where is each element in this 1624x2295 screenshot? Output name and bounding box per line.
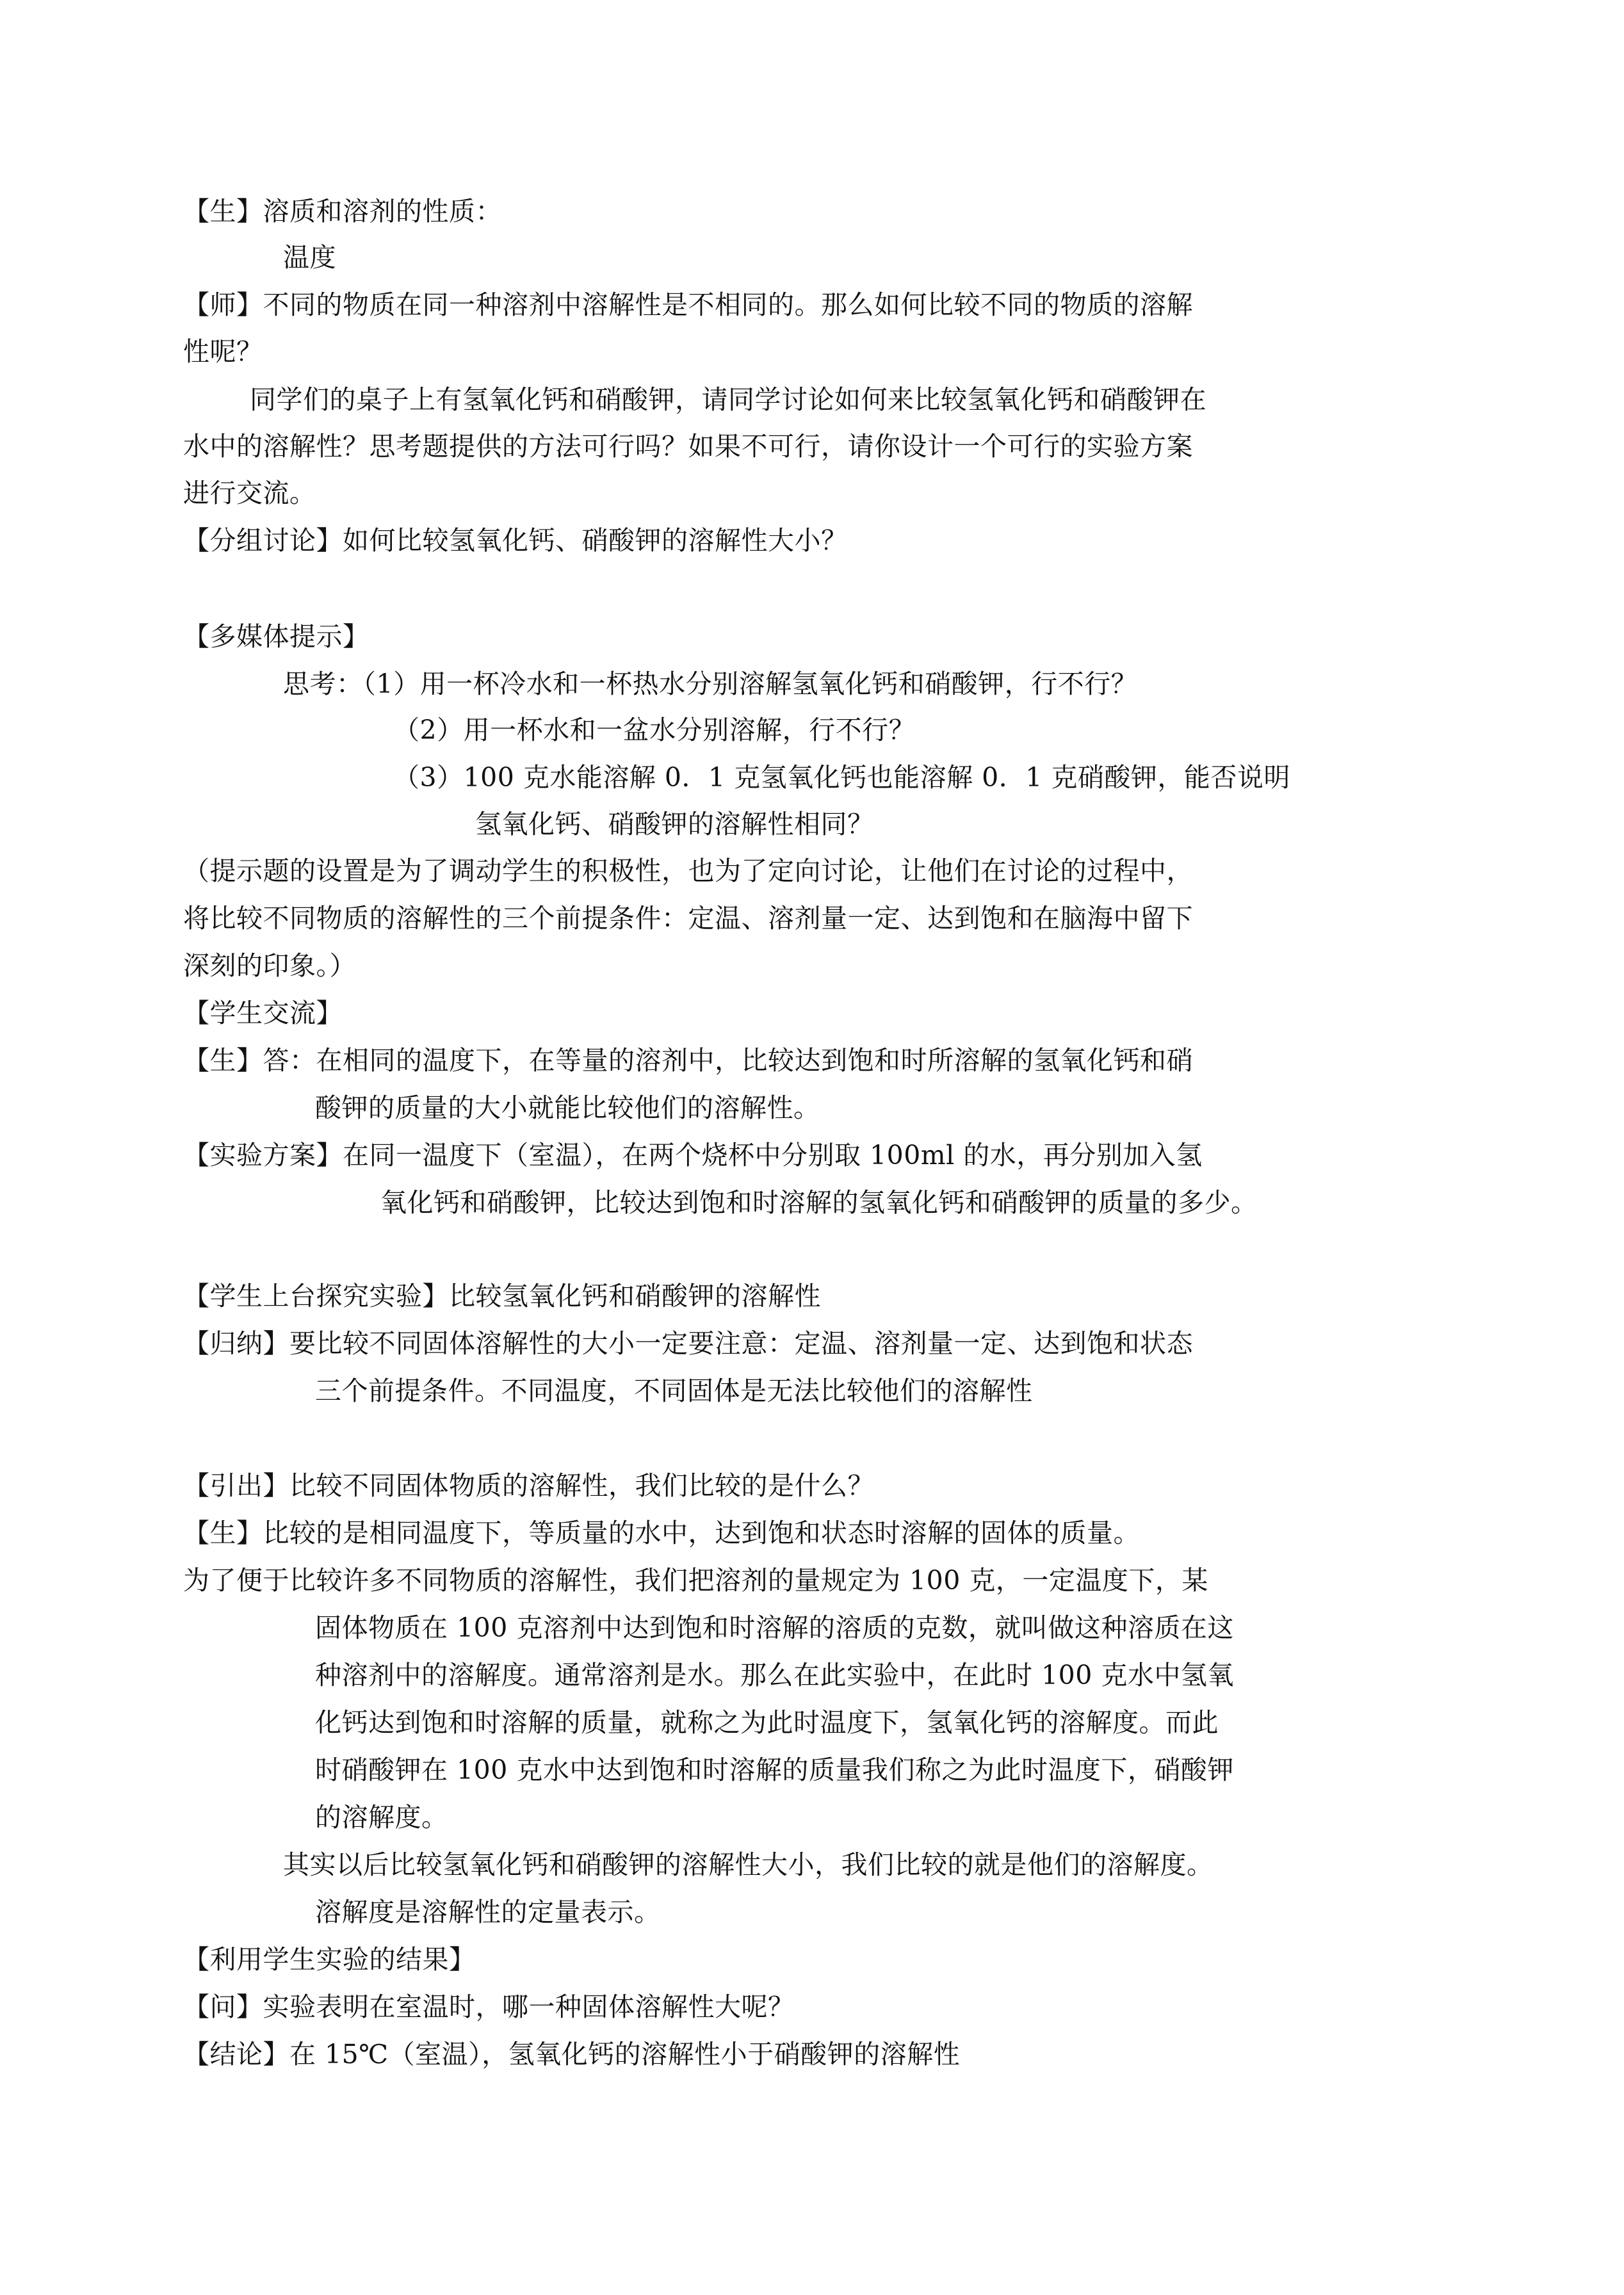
text-line: 酸钾的质量的大小就能比较他们的溶解性。 [315, 1092, 820, 1123]
text-line: 【归纳】要比较不同固体溶解性的大小一定要注意：定温、溶剂量一定、达到饱和状态 [183, 1328, 1193, 1359]
text-line: 【利用学生实验的结果】 [183, 1944, 476, 1975]
text-line: 【生】比较的是相同温度下，等质量的水中，达到饱和状态时溶解的固体的质量。 [183, 1518, 1140, 1548]
text-line: 种溶剂中的溶解度。通常溶剂是水。那么在此实验中，在此时 100 克水中氢氧 [315, 1660, 1234, 1691]
text-line: 氧化钙和硝酸钾，比较达到饱和时溶解的氢氧化钙和硝酸钾的质量的多少。 [380, 1187, 1258, 1218]
text-line: 深刻的印象。） [183, 950, 356, 981]
text-line: 【分组讨论】如何比较氢氧化钙、硝酸钾的溶解性大小？ [183, 525, 848, 556]
text-line: 【生】答：在相同的温度下，在等量的溶剂中，比较达到饱和时所溶解的氢氧化钙和硝 [183, 1045, 1193, 1076]
text-line: 水中的溶解性？思考题提供的方法可行吗？如果不可行，请你设计一个可行的实验方案 [183, 431, 1193, 462]
text-line: 【师】不同的物质在同一种溶剂中溶解性是不相同的。那么如何比较不同的物质的溶解 [183, 289, 1193, 320]
text-line: 【多媒体提示】 [183, 621, 369, 652]
text-line: （3）100 克水能溶解 0．1 克氢氧化钙也能溶解 0．1 克硝酸钾，能否说明 [393, 762, 1290, 793]
text-line: 其实以后比较氢氧化钙和硝酸钾的溶解性大小，我们比较的就是他们的溶解度。 [283, 1849, 1214, 1880]
text-line: 溶解度是溶解性的定量表示。 [315, 1897, 661, 1927]
text-line: 为了便于比较许多不同物质的溶解性，我们把溶剂的量规定为 100 克，一定温度下，某 [183, 1565, 1208, 1596]
text-line: 固体物质在 100 克溶剂中达到饱和时溶解的溶质的克数，就叫做这种溶质在这 [315, 1612, 1234, 1643]
text-line: 时硝酸钾在 100 克水中达到饱和时溶解的质量我们称之为此时温度下，硝酸钾 [315, 1755, 1234, 1785]
text-line: 【引出】比较不同固体物质的溶解性，我们比较的是什么？ [183, 1470, 874, 1501]
text-line: 将比较不同物质的溶解性的三个前提条件：定温、溶剂量一定、达到饱和在脑海中留下 [183, 903, 1193, 934]
text-line: （2）用一杯水和一盆水分别溶解，行不行？ [393, 715, 916, 745]
text-line: 【生】溶质和溶剂的性质： [183, 196, 502, 227]
text-line: 【学生交流】 [183, 998, 343, 1028]
text-line: 化钙达到饱和时溶解的质量，就称之为此时温度下，氢氧化钙的溶解度。而此 [315, 1707, 1219, 1738]
text-line: 进行交流。 [183, 478, 316, 508]
text-line: 的溶解度。 [315, 1802, 448, 1833]
text-line: 温度 [283, 242, 336, 273]
text-line: 思考：（1）用一杯冷水和一杯热水分别溶解氢氧化钙和硝酸钾，行不行？ [283, 669, 1138, 699]
text-line: 【实验方案】在同一温度下（室温），在两个烧杯中分别取 100ml 的水，再分别加入氢 [183, 1140, 1203, 1171]
text-line: （提示题的设置是为了调动学生的积极性，也为了定向讨论，让他们在讨论的过程中， [183, 856, 1193, 886]
text-line: 【问】实验表明在室温时，哪一种固体溶解性大呢？ [183, 1991, 795, 2022]
text-line: 【结论】在 15℃（室温），氢氧化钙的溶解性小于硝酸钾的溶解性 [183, 2039, 961, 2070]
text-line: 氢氧化钙、硝酸钾的溶解性相同？ [475, 809, 874, 839]
text-line: 三个前提条件。不同温度，不同固体是无法比较他们的溶解性 [315, 1375, 1033, 1406]
text-line: 性呢？ [183, 336, 263, 367]
text-line: 【学生上台探究实验】比较氢氧化钙和硝酸钾的溶解性 [183, 1281, 821, 1311]
text-line: 同学们的桌子上有氢氧化钙和硝酸钾，请同学讨论如何来比较氢氧化钙和硝酸钾在 [250, 384, 1206, 415]
